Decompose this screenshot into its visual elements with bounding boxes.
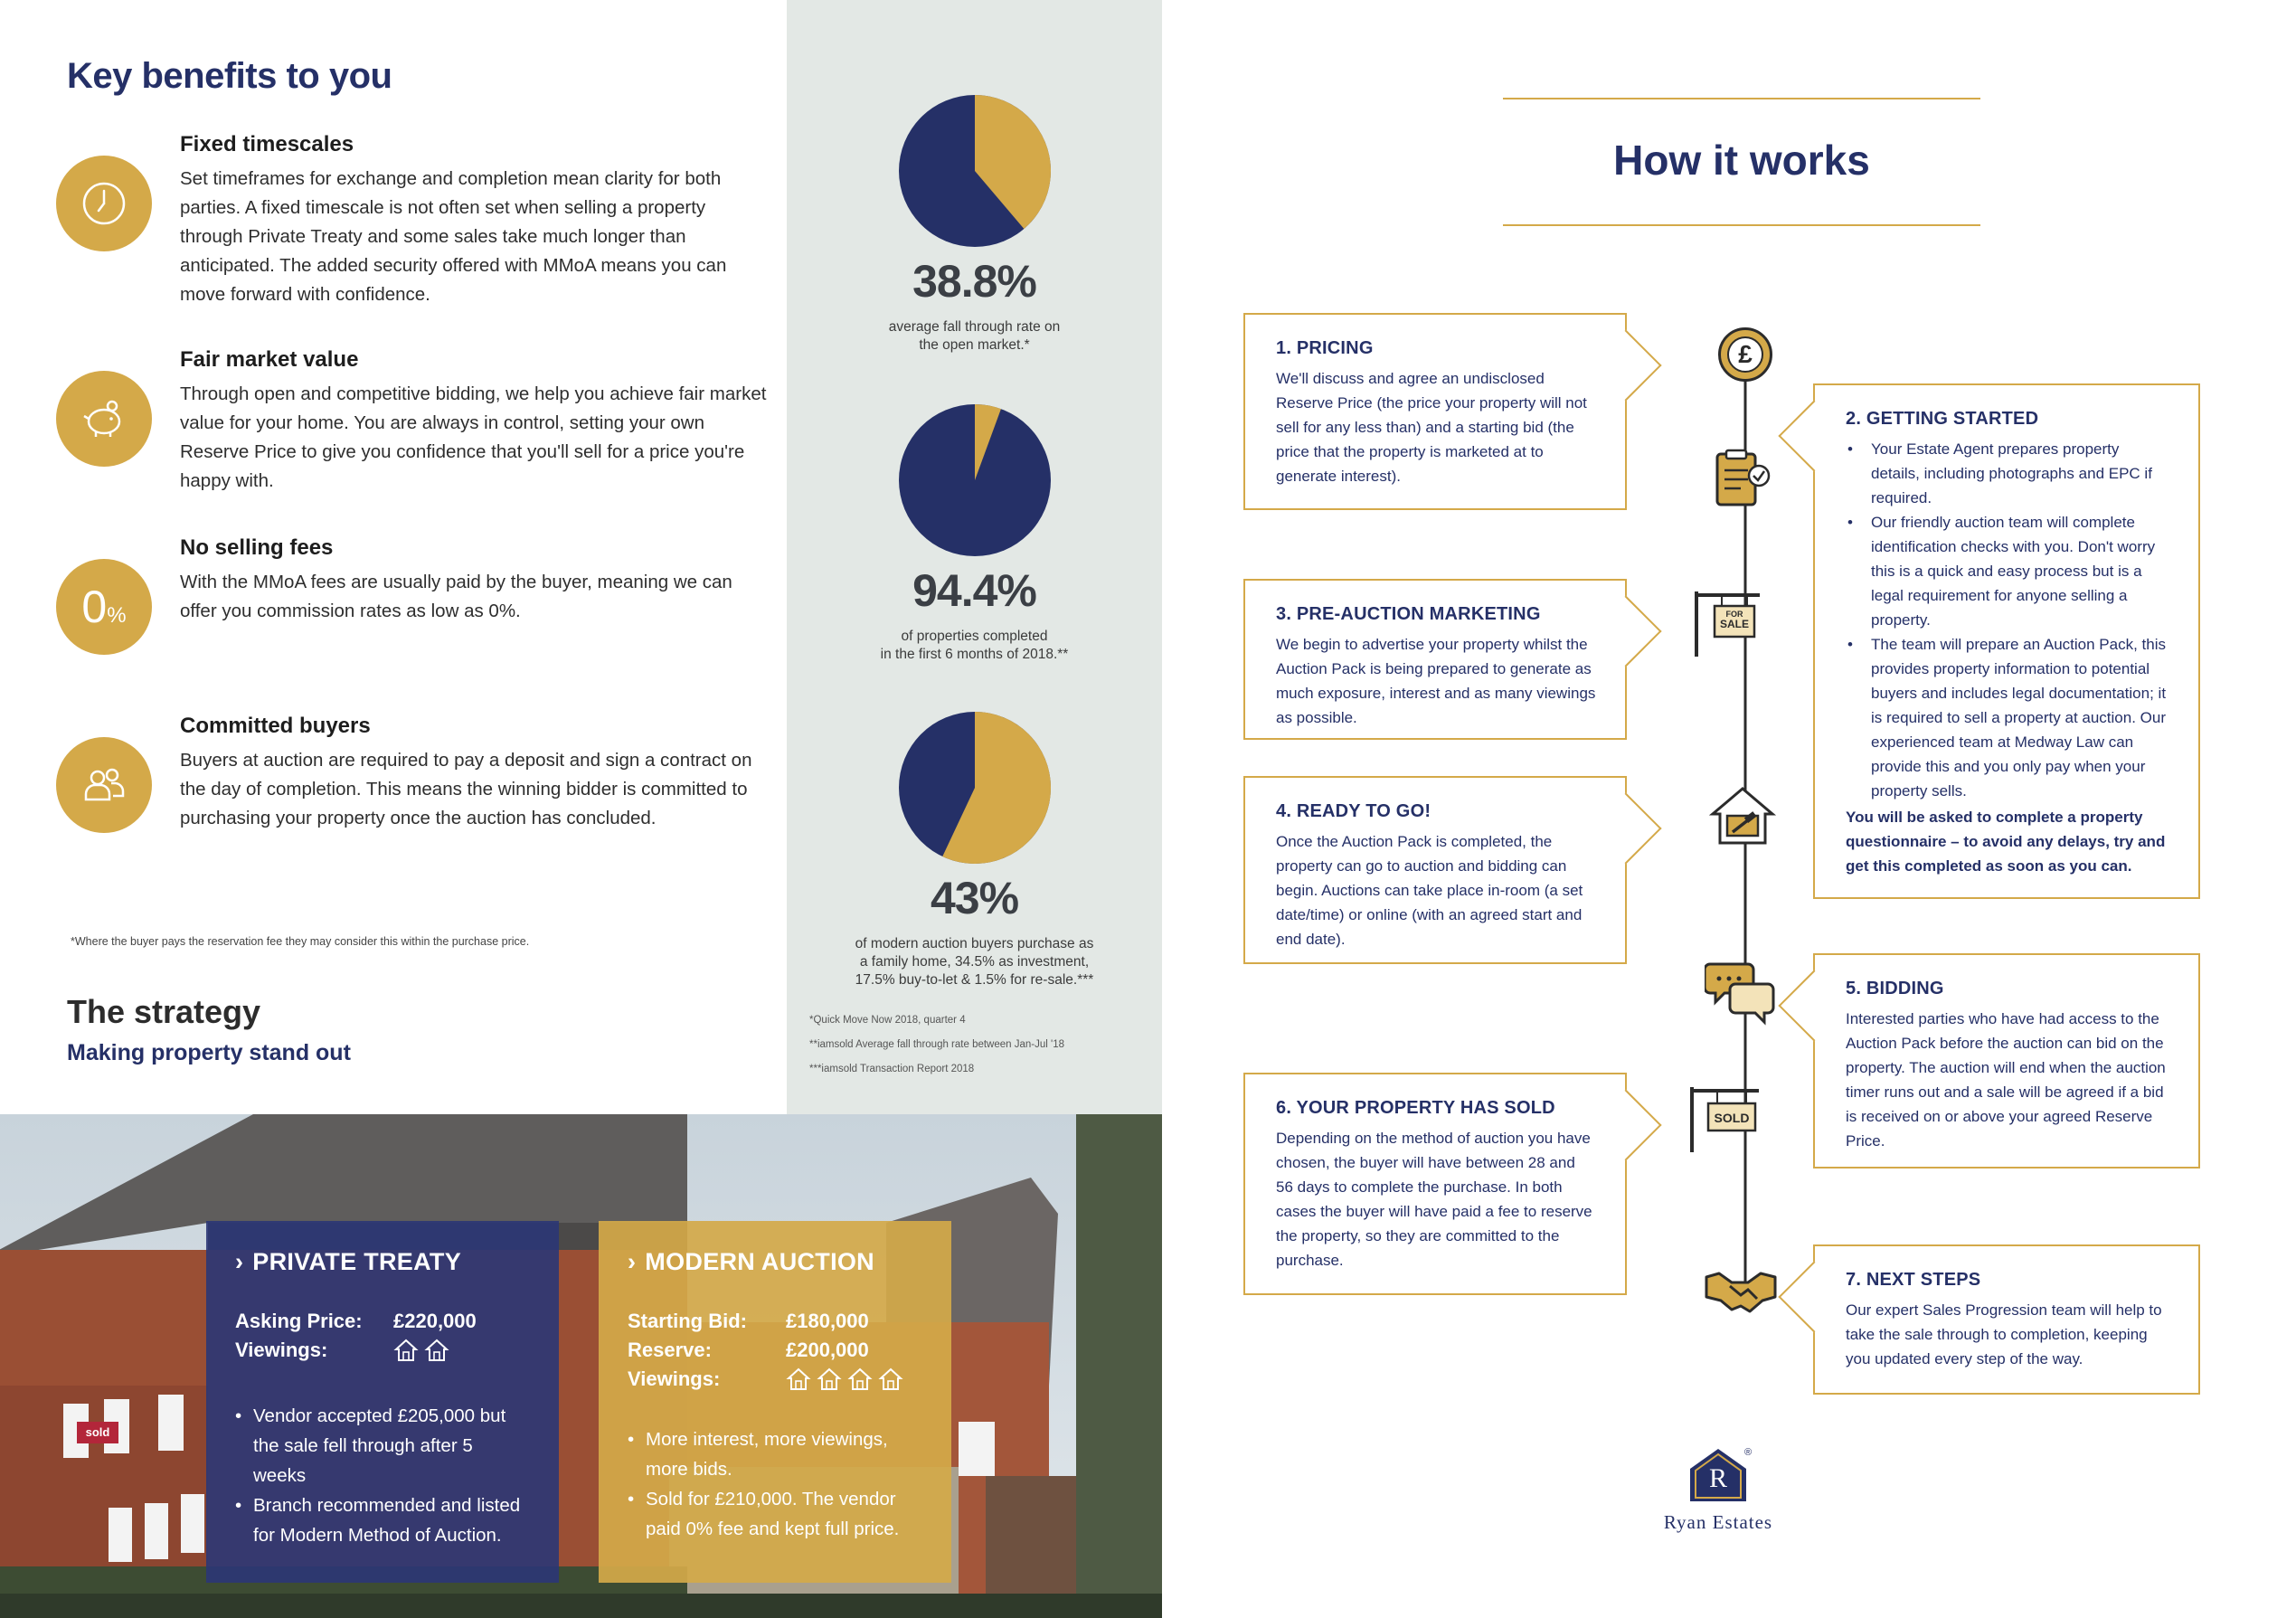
how-it-works-page [1162, 0, 2296, 1618]
zero-percent-icon [56, 559, 152, 655]
for-sale-text-bottom: SALE [1719, 618, 1749, 630]
viewings-row [628, 1365, 922, 1394]
benefits-section [0, 0, 787, 1112]
stat-desc-line: of properties completed [901, 629, 1048, 644]
benefit-body: Buyers at auction are required to pay a deposit and sign a contract on the day of completion. This means the winning bidder is committed to purchasing your property once the auction has concluded. [180, 750, 752, 828]
sold-sign-icon [1687, 1083, 1763, 1152]
house-viewing-icon [424, 1338, 449, 1363]
piggy-bank-icon [56, 371, 152, 467]
asking-price-label: Asking Price: [235, 1310, 363, 1332]
starting-bid-row [628, 1307, 922, 1336]
step-body: Once the Auction Pack is completed, the property can go to auction and bidding can begin. Auctions can take place in-room (a set date/time) or online (with an agreed start and end date). [1276, 833, 1583, 948]
stat-desc-line: 17.5% buy-to-let & 1.5% for re-sale.*** [855, 972, 1094, 988]
house-viewing-icon [878, 1367, 903, 1392]
bullet-item: • Vendor accepted £205,000 but the sale fell through after 5 weeks [235, 1401, 530, 1490]
step-title: 3. PRE-AUCTION MARKETING [1276, 604, 1541, 624]
stat-footnote: ***iamsold Transaction Report 2018 [809, 1064, 975, 1074]
panel-title-text: MODERN AUCTION [645, 1248, 874, 1275]
bullet-item: • Sold for £210,000. The vendor paid 0% fee and kept full price. [628, 1484, 922, 1544]
pie-chart-buyers [898, 711, 1052, 865]
percent-glyph-text: % [107, 603, 127, 628]
reserve-value: £200,000 [786, 1339, 869, 1361]
stat-description [787, 935, 1162, 989]
bullet-item: • More interest, more viewings, more bids. [628, 1424, 922, 1484]
house-viewing-icon [393, 1338, 419, 1363]
house-viewing-icon [817, 1367, 842, 1392]
benefit-body: Set timeframes for exchange and completion mean clarity for both parties. A fixed timescale is not often set when selling a property through Private Treaty and some sales take much longer than anticipated. The added security offered with MMoA means you can move forward with confidence. [180, 168, 727, 305]
for-sale-sign-text [1715, 610, 1754, 630]
step-3-pre-auction-marketing [1243, 579, 1627, 740]
registered-mark: ® [1744, 1447, 1753, 1458]
viewings-icons [393, 1336, 449, 1365]
stat-completed [787, 403, 1162, 664]
sold-sign-text: SOLD [1714, 1111, 1750, 1125]
clock-icon [56, 156, 152, 251]
panel-title-text: PRIVATE TREATY [252, 1248, 462, 1275]
logo-letter: R [1708, 1463, 1727, 1493]
title-rule-top [1503, 98, 1980, 99]
stat-desc-line: a family home, 34.5% as investment, [859, 954, 1090, 970]
step-title: 2. GETTING STARTED [1846, 409, 2039, 429]
stat-fall-through [787, 94, 1162, 355]
step-title: 1. PRICING [1276, 338, 1374, 358]
house-viewing-icon [786, 1367, 811, 1392]
viewings-label: Viewings: [628, 1367, 721, 1390]
clipboard-check-icon [1712, 449, 1775, 512]
title-rule-bottom [1503, 224, 1980, 226]
private-treaty-panel [206, 1221, 559, 1583]
for-sale-text-top: FOR [1725, 610, 1743, 619]
bullet-item: • The team will prepare an Auction Pack, this provides property information to potential buyers and includes legal documentation; it is required to sell a property at auction. Our experienced team at Medway Law can provide this and you only pay when your property sells. [1846, 632, 2169, 803]
speech-bubbles-icon [1705, 957, 1777, 1026]
benefit-title: No selling fees [180, 535, 334, 560]
pound-coin-icon [1718, 327, 1772, 382]
step-2-getting-started [1813, 383, 2200, 899]
benefit-title: Fair market value [180, 347, 359, 372]
stat-value: 43% [930, 873, 1019, 923]
house-gavel-icon [1709, 785, 1777, 848]
asking-price-value: £220,000 [393, 1310, 477, 1332]
strategy-subtitle: Making property stand out [67, 1040, 351, 1065]
asking-price-row [235, 1307, 530, 1336]
for-sale-sign-icon [1691, 588, 1763, 657]
step-body: We'll discuss and agree an undisclosed Reserve Price (the price your property will not sell for any less than) and a starting bid (the price that the property is marketed at to generate interest). [1276, 370, 1587, 485]
modern-auction-bullets [628, 1424, 922, 1544]
stats-column [787, 0, 1162, 1114]
how-it-works-title: How it works [1613, 137, 1870, 184]
benefit-title: Fixed timescales [180, 132, 354, 156]
bullet-item: • Branch recommended and listed for Modern Method of Auction. [235, 1490, 530, 1550]
pound-sign: £ [1727, 336, 1763, 373]
private-treaty-bullets [235, 1401, 530, 1550]
step-body: Depending on the method of auction you have chosen, the buyer will have between 28 and 56 days to complete the purchase. In both cases the buyer will have paid a fee to reserve the property, so they are committed to the purchase. [1276, 1130, 1592, 1269]
step-title: 7. NEXT STEPS [1846, 1270, 1981, 1290]
panel-title [235, 1248, 530, 1276]
step-bullets [1846, 437, 2169, 803]
stat-footnote: *Quick Move Now 2018, quarter 4 [809, 1015, 966, 1026]
chevron-right-icon: › [235, 1248, 244, 1275]
ryan-estates-logo [1650, 1447, 1786, 1534]
reserve-row [628, 1336, 922, 1365]
step-title: 4. READY TO GO! [1276, 801, 1431, 821]
stat-desc-line: average fall through rate on [888, 319, 1061, 335]
pie-chart-fall-through [898, 94, 1052, 248]
strategy-title: The strategy [67, 993, 261, 1030]
step-body: Interested parties who have had access to the Auction Pack before the auction can bid on the property. The auction will end when the auction timer runs out and a sale will be agreed if a bid is received on or above your agreed Reserve Price. [1846, 1010, 2166, 1150]
stat-value: 94.4% [912, 565, 1036, 616]
starting-bid-value: £180,000 [786, 1310, 869, 1332]
step-title: 5. BIDDING [1846, 979, 1944, 998]
viewings-label: Viewings: [235, 1339, 328, 1361]
stat-value: 38.8% [912, 256, 1036, 307]
step-1-pricing [1243, 313, 1627, 510]
reserve-label: Reserve: [628, 1339, 712, 1361]
panel-title [628, 1248, 922, 1276]
step-6-property-sold [1243, 1073, 1627, 1295]
benefit-title: Committed buyers [180, 714, 371, 738]
house-photo-illustration [0, 1114, 1162, 1618]
people-icon [56, 737, 152, 833]
viewings-row [235, 1336, 530, 1365]
step-7-next-steps [1813, 1244, 2200, 1395]
stat-desc-line: of modern auction buyers purchase as [855, 936, 1094, 951]
stat-buyers [787, 711, 1162, 989]
house-viewing-icon [847, 1367, 873, 1392]
sold-sign: sold [77, 1422, 118, 1443]
strategy-photo-section [0, 1114, 1162, 1618]
step-body: We begin to advertise your property whilst the Auction Pack is being prepared to generate as much exposure, interest and as many viewings as possible. [1276, 636, 1596, 726]
logo-wordmark: Ryan Estates [1663, 1511, 1773, 1533]
starting-bid-label: Starting Bid: [628, 1310, 747, 1332]
stat-description [787, 628, 1162, 664]
benefit-body: With the MMoA fees are usually paid by the buyer, meaning we can offer you commission rates as low as 0%. [180, 572, 732, 621]
step-body: Our expert Sales Progression team will help to take the sale through to completion, keeping you updated every step of the way. [1846, 1301, 2162, 1367]
stat-desc-line: the open market.* [919, 337, 1030, 353]
step-note: You will be asked to complete a property questionnaire – to avoid any delays, try and get this completed as soon as you can. [1846, 809, 2166, 875]
modern-auction-panel [599, 1221, 951, 1583]
viewings-icons [786, 1365, 903, 1394]
chevron-right-icon: › [628, 1248, 637, 1275]
bullet-item: • Our friendly auction team will complete identification checks with you. Don't worry this is a quick and easy process but is a legal requirement for anyone selling a property. [1846, 510, 2169, 632]
step-title: 6. YOUR PROPERTY HAS SOLD [1276, 1098, 1555, 1118]
step-4-ready-to-go [1243, 776, 1627, 964]
step-5-bidding [1813, 953, 2200, 1169]
handshake-icon [1703, 1264, 1779, 1315]
benefits-footnote: *Where the buyer pays the reservation fee they may consider this within the purchase price. [71, 935, 530, 948]
bullet-item: • Your Estate Agent prepares property details, including photographs and EPC if required. [1846, 437, 2169, 510]
zero-glyph-text: 0 [81, 582, 108, 632]
benefits-title: Key benefits to you [67, 56, 392, 96]
stat-footnote: **iamsold Average fall through rate between Jan-Jul '18 [809, 1039, 1064, 1050]
stat-description [787, 318, 1162, 355]
benefit-body: Through open and competitive bidding, we help you achieve fair market value for your home. You are always in control, setting your own Reserve Price to give you confidence that you'll sell for a price you're happy with. [180, 383, 767, 491]
pie-chart-completed [898, 403, 1052, 557]
stat-desc-line: in the first 6 months of 2018.** [880, 647, 1069, 662]
